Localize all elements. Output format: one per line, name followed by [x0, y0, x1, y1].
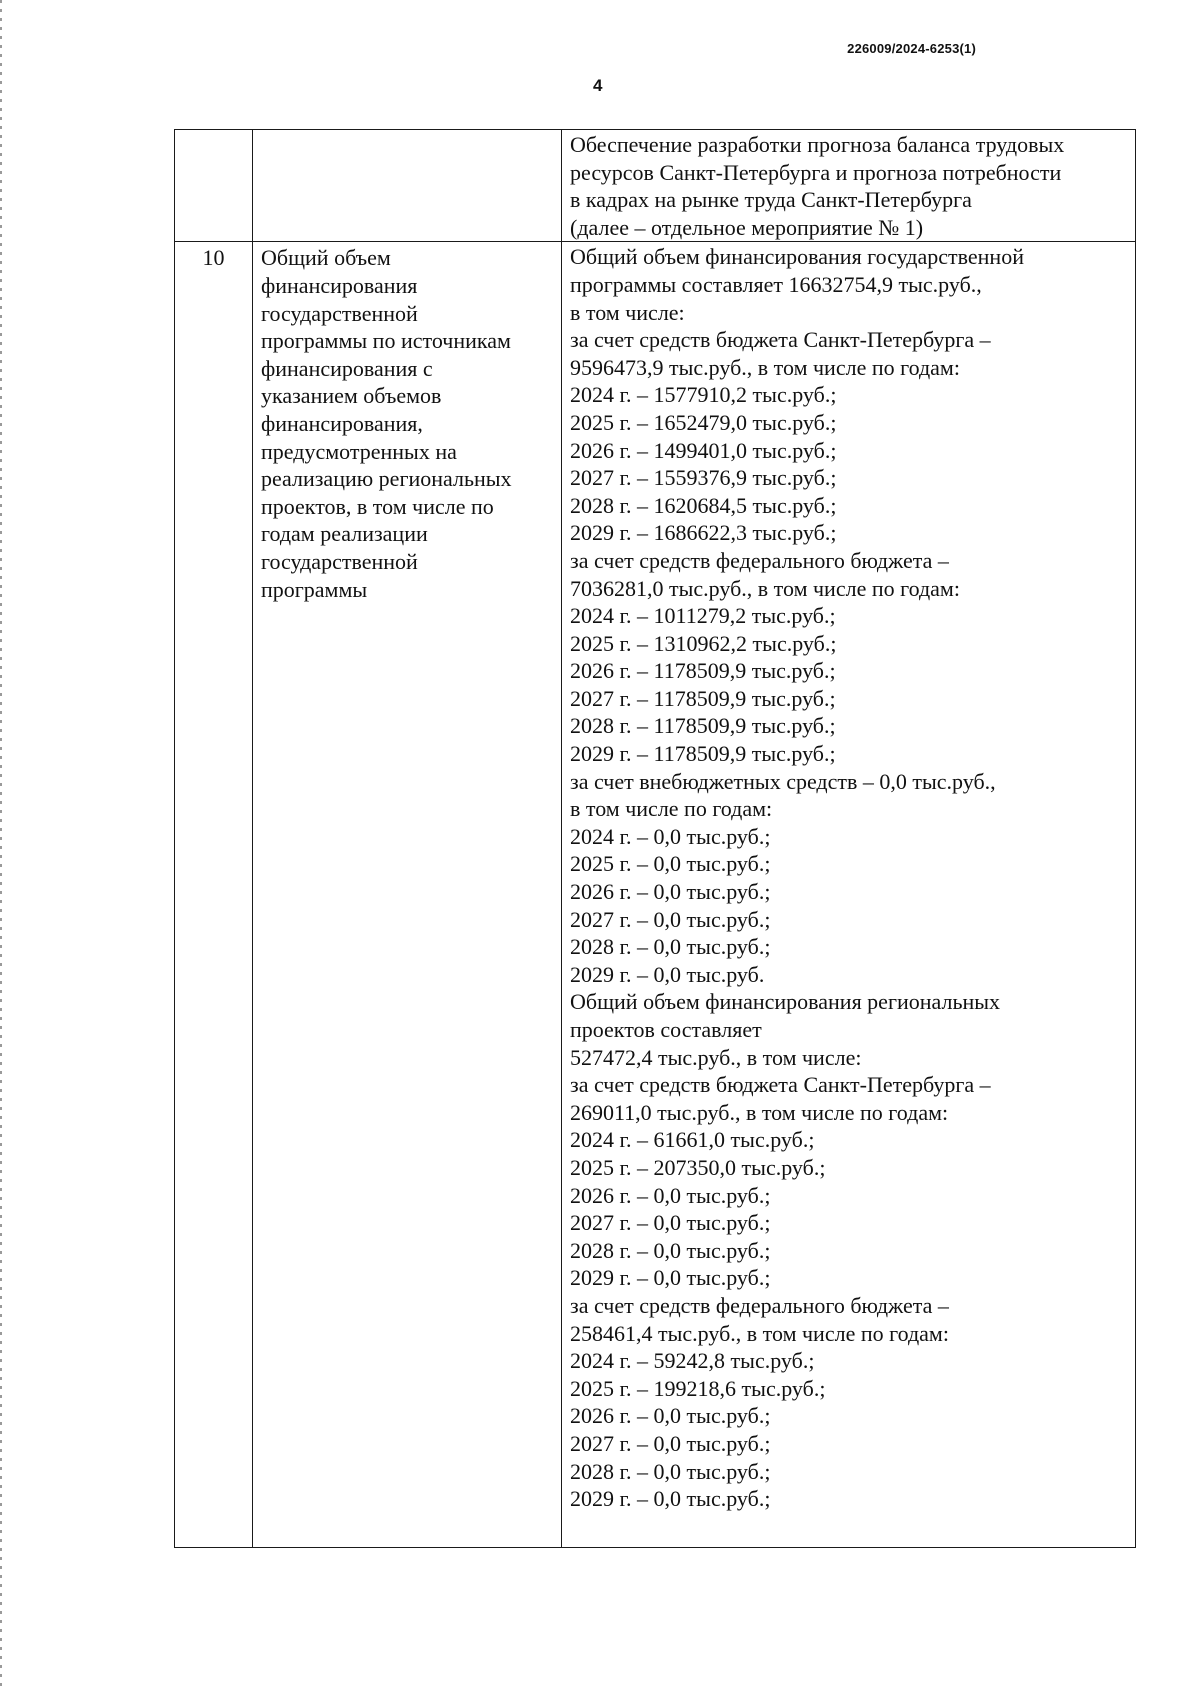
- content-line: 9596473,9 тыс.руб., в том числе по годам:: [570, 354, 960, 380]
- name-line: Общий объем: [261, 245, 391, 271]
- row-number-cell: 10: [175, 242, 253, 1548]
- content-line: 2025 г. – 199218,6 тыс.руб.;: [570, 1375, 826, 1401]
- content-line: в кадрах на рынке труда Санкт-Петербурга: [570, 187, 972, 213]
- name-line: программы: [261, 576, 368, 602]
- content-line: программы составляет 16632754,9 тыс.руб.,: [570, 271, 982, 297]
- name-line: указанием объемов: [261, 383, 442, 409]
- name-line: финансирования: [261, 272, 418, 298]
- name-line: государственной: [261, 300, 418, 326]
- content-line: 2026 г. – 0,0 тыс.руб.;: [570, 1403, 771, 1429]
- content-line: за счет средств федерального бюджета –: [570, 1292, 949, 1318]
- content-line: 2027 г. – 0,0 тыс.руб.;: [570, 1430, 771, 1456]
- row-name-cell: [253, 242, 562, 1548]
- content-line: за счет внебюджетных средств – 0,0 тыс.руб.,: [570, 768, 996, 794]
- content-line: 269011,0 тыс.руб., в том числе по годам:: [570, 1099, 949, 1125]
- content-line: проектов составляет: [570, 1017, 762, 1042]
- content-line: (далее – отдельное мероприятие № 1): [570, 214, 924, 240]
- name-line: предусмотренных на: [261, 438, 457, 464]
- content-line: 2024 г. – 1011279,2 тыс.руб.;: [570, 603, 836, 629]
- content-line: 2027 г. – 0,0 тыс.руб.;: [570, 906, 771, 932]
- content-line: ресурсов Санкт-Петербурга и прогноза потребности: [570, 159, 1062, 185]
- page-number: 4: [593, 76, 603, 95]
- name-line: проектов, в том числе по: [261, 493, 494, 519]
- content-line: за счет средств бюджета Санкт-Петербурга –: [570, 327, 991, 353]
- content-line: 2026 г. – 0,0 тыс.руб.;: [570, 1182, 771, 1208]
- name-line: государственной: [261, 548, 418, 574]
- row-name-cell: [253, 130, 562, 242]
- content-line: 2027 г. – 1559376,9 тыс.руб.;: [570, 465, 837, 491]
- content-line: 2029 г. – 0,0 тыс.руб.: [570, 961, 765, 987]
- content-line: 2025 г. – 1310962,2 тыс.руб.;: [570, 630, 837, 656]
- name-line: годам реализации: [261, 521, 428, 547]
- content-line: 2026 г. – 1499401,0 тыс.руб.;: [570, 437, 837, 463]
- content-line: 2028 г. – 1178509,9 тыс.руб.;: [570, 713, 836, 739]
- content-line: 2029 г. – 1178509,9 тыс.руб.;: [570, 741, 836, 767]
- content-line: 2024 г. – 0,0 тыс.руб.;: [570, 823, 771, 849]
- content-line: в том числе по годам:: [570, 796, 773, 822]
- name-line: реализацию региональных: [261, 466, 512, 492]
- content-line: 2029 г. – 1686622,3 тыс.руб.;: [570, 520, 837, 546]
- scan-edge-mark: [0, 0, 2, 1688]
- row-number-cell: [175, 130, 253, 242]
- content-line: 2028 г. – 1620684,5 тыс.руб.;: [570, 492, 837, 518]
- content-line: 2027 г. – 0,0 тыс.руб.;: [570, 1210, 771, 1236]
- row-content-cell: [562, 242, 1136, 1548]
- content-line: 527472,4 тыс.руб., в том числе:: [570, 1044, 862, 1070]
- name-line: финансирования с: [261, 355, 433, 381]
- content-line: 2025 г. – 207350,0 тыс.руб.;: [570, 1154, 826, 1180]
- content-line: за счет средств бюджета Санкт-Петербурга –: [570, 1072, 991, 1098]
- table-row: [175, 130, 1136, 242]
- content-line: 2028 г. – 0,0 тыс.руб.;: [570, 1237, 771, 1263]
- content-line: 258461,4 тыс.руб., в том числе по годам:: [570, 1320, 949, 1346]
- content-line: 2024 г. – 1577910,2 тыс.руб.;: [570, 382, 837, 408]
- content-line: 2029 г. – 0,0 тыс.руб.;: [570, 1486, 771, 1512]
- name-line: программы по источникам: [261, 328, 511, 354]
- program-passport-table: [174, 129, 1136, 1548]
- content-line: 2028 г. – 0,0 тыс.руб.;: [570, 1458, 771, 1484]
- content-line: Обеспечение разработки прогноза баланса трудовых: [570, 132, 1065, 157]
- content-line: в том числе:: [570, 299, 685, 325]
- content-line: 2026 г. – 1178509,9 тыс.руб.;: [570, 658, 836, 684]
- content-line: 2025 г. – 1652479,0 тыс.руб.;: [570, 409, 837, 435]
- content-line: Общий объем финансирования государственной: [570, 244, 1024, 270]
- document-registration-number: 226009/2024-6253(1): [847, 41, 976, 56]
- content-line: 7036281,0 тыс.руб., в том числе по годам:: [570, 575, 960, 601]
- content-line: Общий объем финансирования региональных: [570, 989, 1001, 1015]
- content-line: 2026 г. – 0,0 тыс.руб.;: [570, 879, 771, 905]
- content-line: 2027 г. – 1178509,9 тыс.руб.;: [570, 685, 836, 711]
- content-line: 2029 г. – 0,0 тыс.руб.;: [570, 1265, 771, 1291]
- content-line: за счет средств федерального бюджета –: [570, 547, 949, 573]
- content-line: 2024 г. – 61661,0 тыс.руб.;: [570, 1127, 815, 1153]
- content-line: 2024 г. – 59242,8 тыс.руб.;: [570, 1348, 815, 1374]
- content-line: 2025 г. – 0,0 тыс.руб.;: [570, 851, 771, 877]
- table-row: [175, 242, 1136, 1548]
- name-line: финансирования,: [261, 410, 423, 436]
- content-line: 2028 г. – 0,0 тыс.руб.;: [570, 934, 771, 960]
- row-content-cell: [562, 130, 1136, 242]
